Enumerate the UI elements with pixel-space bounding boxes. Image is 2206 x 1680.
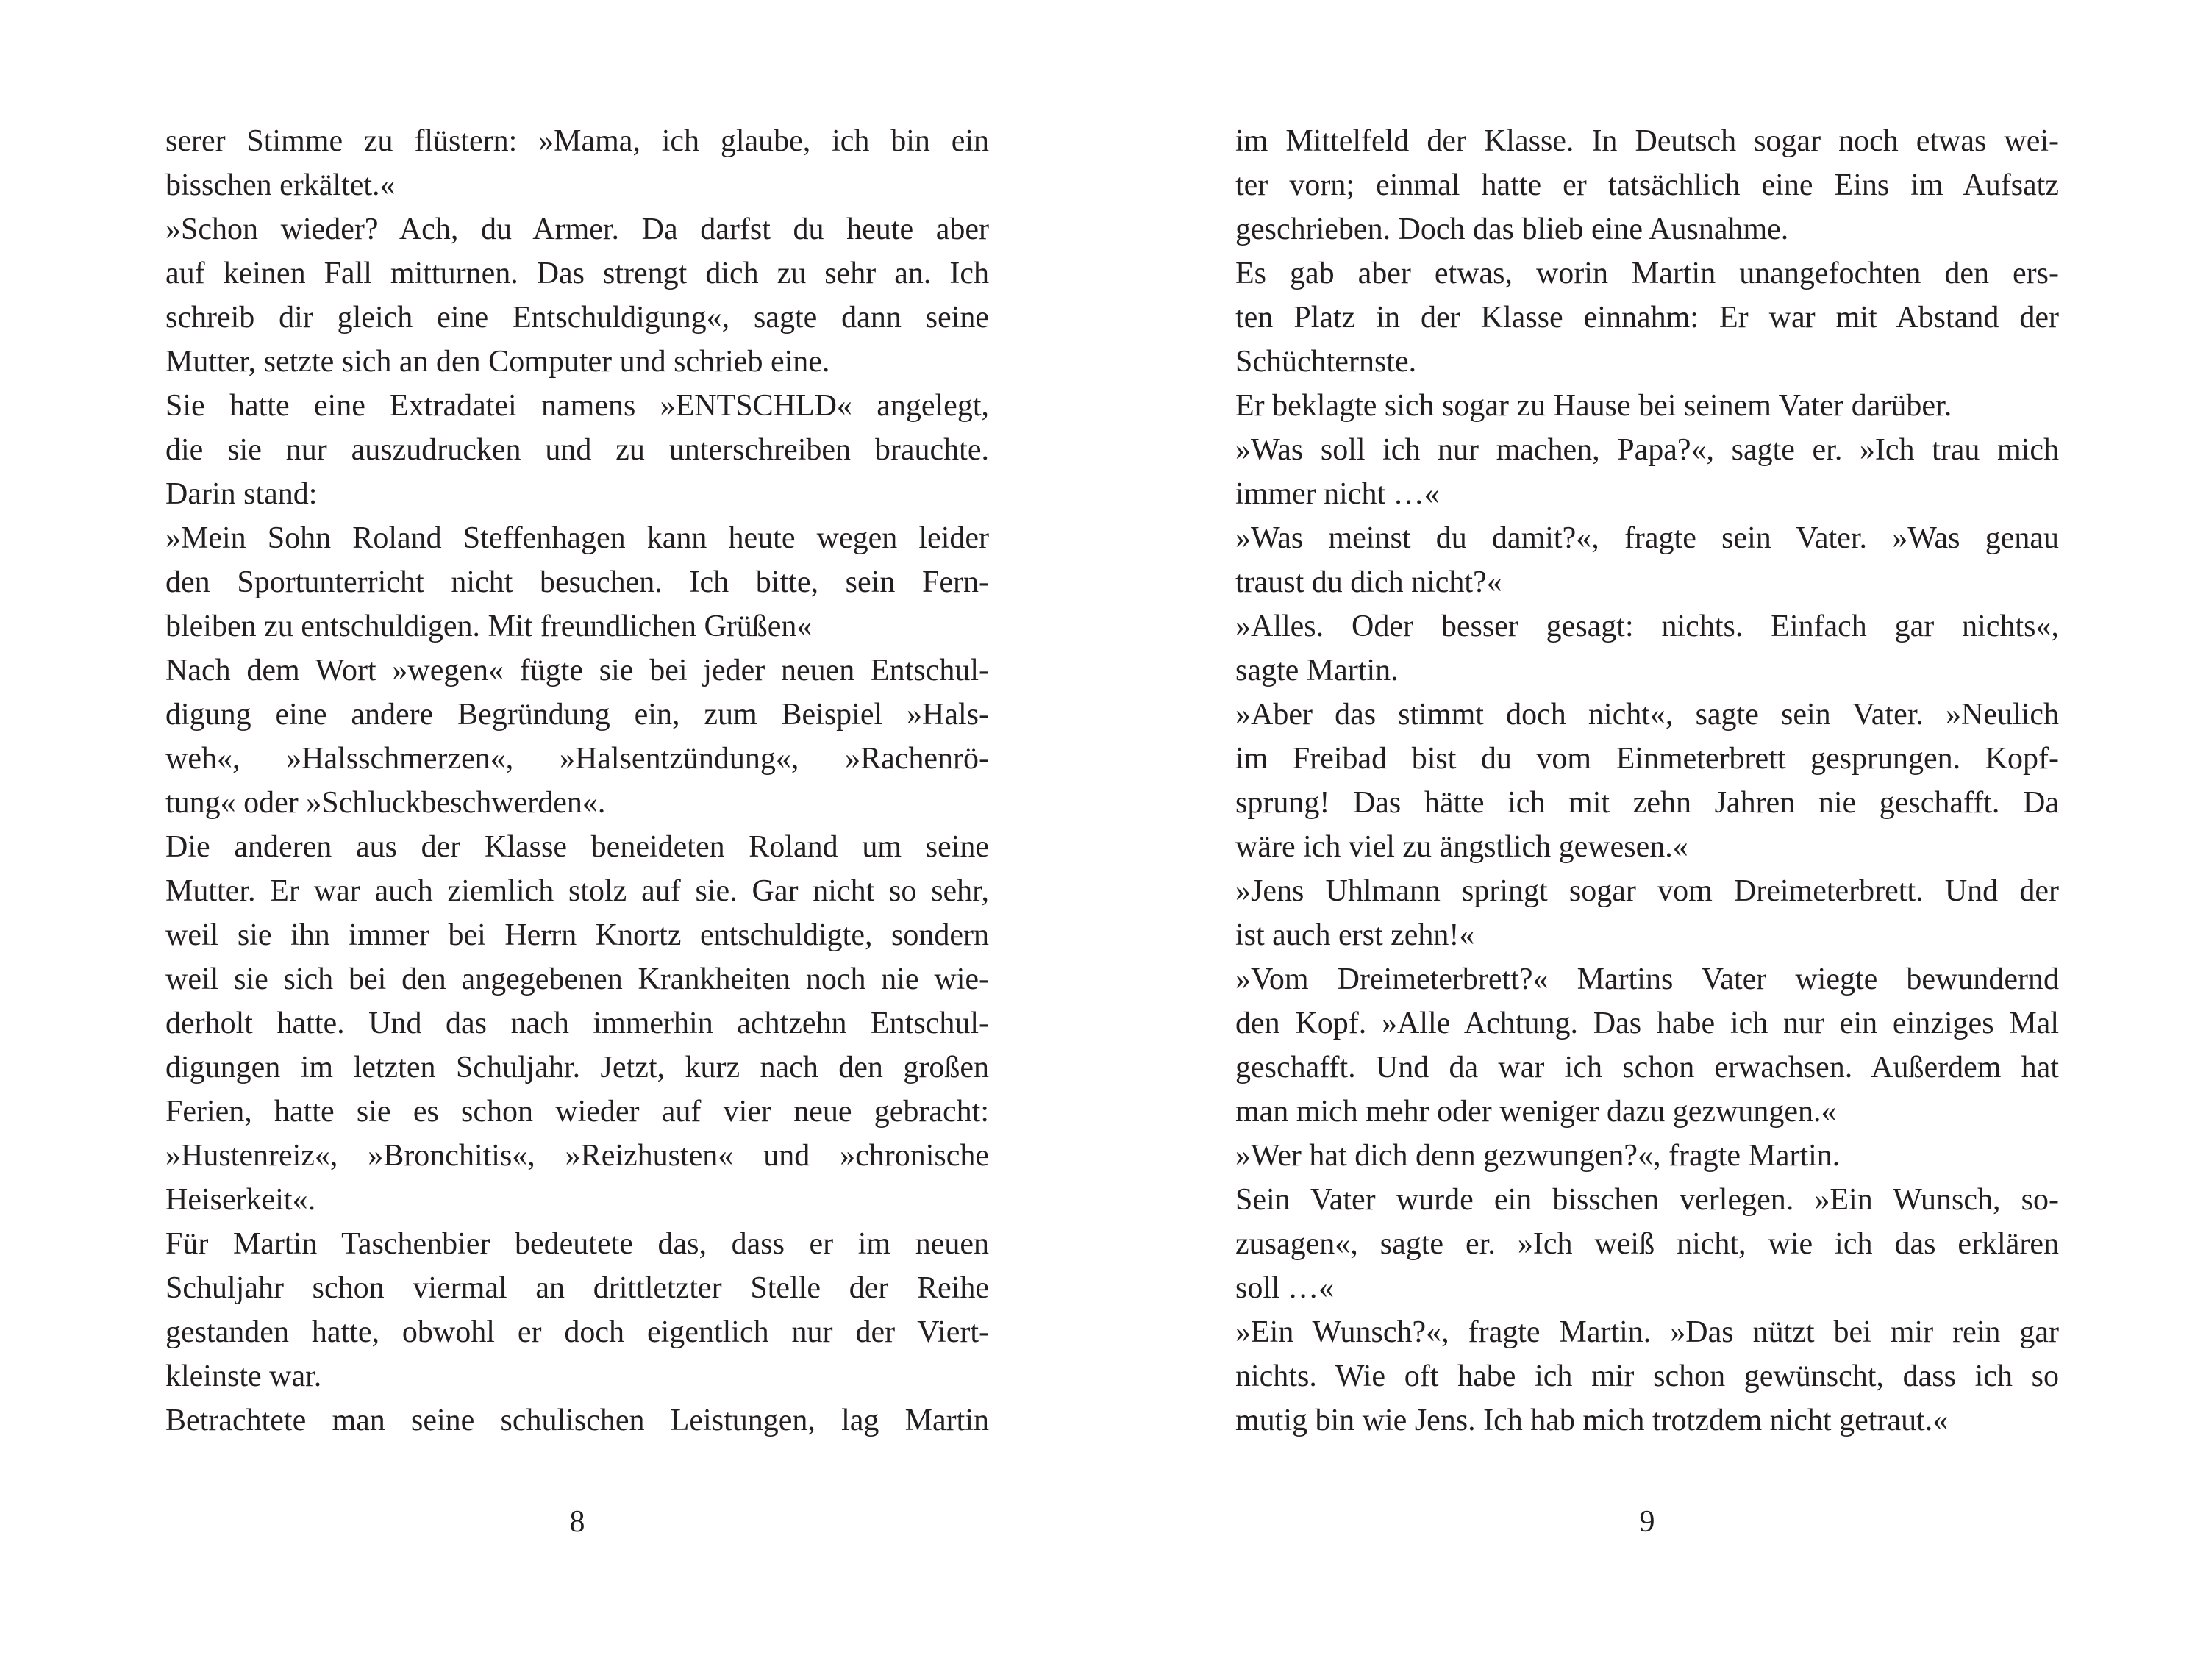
text-line: »Wer hat dich denn gezwungen?«, fragte Martin. (1235, 1139, 1841, 1173)
text-line: mutig bin wie Jens. Ich hab mich trotzdem nicht getraut.« (1235, 1404, 1949, 1437)
text-line: »Ein Wunsch?«, fragte Martin. »Das nützt bei mir rein gar (1235, 1315, 2059, 1349)
text-line: kleinste war. (165, 1359, 322, 1393)
text-line: Die anderen aus der Klasse beneideten Roland um seine (165, 830, 989, 864)
text-line: »Schon wieder? Ach, du Armer. Da darfst du heute aber (165, 212, 989, 246)
text-line: Darin stand: (165, 477, 318, 511)
text-line: ter vorn; einmal hatte er tatsächlich eine Eins im Aufsatz (1235, 168, 2059, 202)
text-line: ist auch erst zehn!« (1235, 918, 1475, 952)
text-line: digung eine andere Begründung ein, zum Beispiel »Hals- (165, 698, 989, 732)
text-line: nichts. Wie oft habe ich mir schon gewünscht, dass ich so (1235, 1359, 2059, 1393)
text-line: Für Martin Taschenbier bedeutete das, dass er im neuen (165, 1227, 989, 1261)
left-page-body-text (165, 119, 989, 1443)
text-line: »Was meinst du damit?«, fragte sein Vater. »Was genau (1235, 521, 2059, 555)
text-line: Mutter. Er war auch ziemlich stolz auf sie. Gar nicht so sehr, (165, 874, 989, 908)
text-line: serer Stimme zu flüstern: »Mama, ich glaube, ich bin ein (165, 124, 989, 158)
text-line: »Aber das stimmt doch nicht«, sagte sein Vater. »Neulich (1235, 698, 2059, 732)
text-line: digungen im letzten Schuljahr. Jetzt, kurz nach den großen (165, 1051, 989, 1084)
text-line: Er beklagte sich sogar zu Hause bei seinem Vater darüber. (1235, 389, 1952, 423)
text-line: zusagen«, sagte er. »Ich weiß nicht, wie ich das erklären (1235, 1227, 2059, 1261)
text-line: im Mittelfeld der Klasse. In Deutsch sogar noch etwas wei- (1235, 124, 2059, 158)
text-line: bisschen erkältet.« (165, 168, 396, 202)
text-line: »Mein Sohn Roland Steffenhagen kann heute wegen leider (165, 521, 989, 555)
text-line: Sein Vater wurde ein bisschen verlegen. »Ein Wunsch, so- (1235, 1183, 2059, 1217)
text-line: im Freibad bist du vom Einmeterbrett gesprungen. Kopf- (1235, 742, 2059, 776)
text-line: soll …« (1235, 1271, 1335, 1305)
text-line: man mich mehr oder weniger dazu gezwungen.« (1235, 1095, 1837, 1129)
text-line: weil sie ihn immer bei Herrn Knortz entschuldigte, sondern (165, 918, 989, 952)
text-line: auf keinen Fall mitturnen. Das strengt dich zu sehr an. Ich (165, 257, 989, 290)
text-line: schreib dir gleich eine Entschuldigung«, sagte dann seine (165, 301, 989, 335)
right-page (1103, 0, 2206, 1680)
text-line: »Vom Dreimeterbrett?« Martins Vater wiegte bewundernd (1235, 962, 2059, 996)
text-line: Ferien, hatte sie es schon wieder auf vier neue gebracht: (165, 1095, 989, 1129)
text-line: bleiben zu entschuldigen. Mit freundlichen Grüßen« (165, 610, 813, 643)
text-line: weil sie sich bei den angegebenen Krankheiten noch nie wie- (165, 962, 989, 996)
text-line: ten Platz in der Klasse einnahm: Er war mit Abstand der (1235, 301, 2059, 335)
text-line: geschafft. Und da war ich schon erwachsen. Außerdem hat (1235, 1051, 2059, 1084)
text-line: »Was soll ich nur machen, Papa?«, sagte er. »Ich trau mich (1235, 433, 2059, 467)
text-line: Sie hatte eine Extradatei namens »ENTSCHLD« angelegt, (165, 389, 989, 423)
text-line: die sie nur auszudrucken und zu unterschreiben brauchte. (165, 433, 989, 467)
text-line: den Kopf. »Alle Achtung. Das habe ich nur ein einziges Mal (1235, 1007, 2059, 1040)
text-line: derholt hatte. Und das nach immerhin achtzehn Entschul- (165, 1007, 989, 1040)
page-number-right: 9 (1639, 1505, 1655, 1539)
text-line: Mutter, setzte sich an den Computer und schrieb eine. (165, 345, 830, 379)
text-line: Es gab aber etwas, worin Martin unangefochten den ers- (1235, 257, 2059, 290)
right-page-body-text (1235, 119, 2059, 1443)
text-line: traust du dich nicht?« (1235, 565, 1502, 599)
text-line: immer nicht …« (1235, 477, 1440, 511)
text-line: »Jens Uhlmann springt sogar vom Dreimeterbrett. Und der (1235, 874, 2059, 908)
text-line: den Sportunterricht nicht besuchen. Ich bitte, sein Fern- (165, 565, 989, 599)
text-line: weh«, »Halsschmerzen«, »Halsentzündung«, »Rachenrö- (165, 742, 989, 776)
text-line: sagte Martin. (1235, 654, 1399, 687)
page-number-left: 8 (569, 1505, 585, 1539)
text-line: geschrieben. Doch das blieb eine Ausnahme. (1235, 212, 1789, 246)
text-line: Nach dem Wort »wegen« fügte sie bei jeder neuen Entschul- (165, 654, 989, 687)
text-line: wäre ich viel zu ängstlich gewesen.« (1235, 830, 1688, 864)
text-line: Heiserkeit«. (165, 1183, 316, 1217)
text-line: tung« oder »Schluckbeschwerden«. (165, 786, 606, 820)
text-line: gestanden hatte, obwohl er doch eigentlich nur der Viert- (165, 1315, 989, 1349)
text-line: »Hustenreiz«, »Bronchitis«, »Reizhusten« und »chronische (165, 1139, 989, 1173)
text-line: sprung! Das hätte ich mit zehn Jahren nie geschafft. Da (1235, 786, 2059, 820)
text-line: Betrachtete man seine schulischen Leistungen, lag Martin (165, 1404, 989, 1437)
text-line: Schuljahr schon viermal an drittletzter Stelle der Reihe (165, 1271, 989, 1305)
text-line: Schüchternste. (1235, 345, 1417, 379)
text-line: »Alles. Oder besser gesagt: nichts. Einfach gar nichts«, (1235, 610, 2059, 643)
